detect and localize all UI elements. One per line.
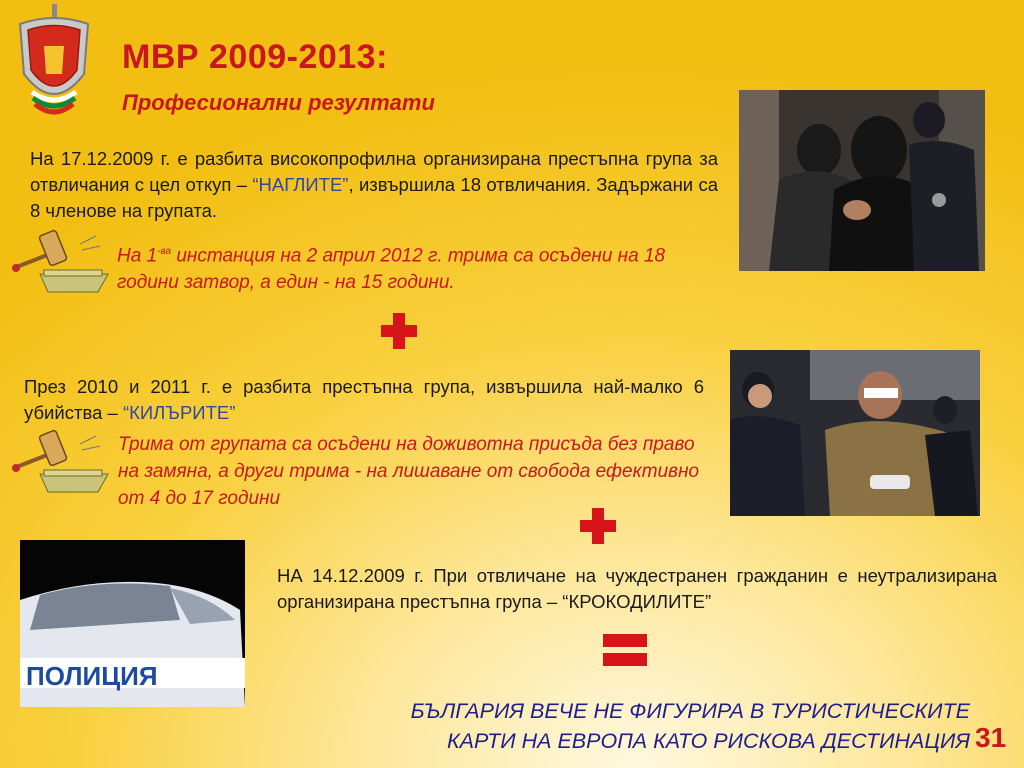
conclusion-line-1: БЪЛГАРИЯ ВЕЧЕ НЕ ФИГУРИРА В ТУРИСТИЧЕСКИТЕ <box>410 699 970 723</box>
case2-group-name: “КИЛЪРИТЕ” <box>122 402 236 423</box>
slide-subtitle: Професионални резултати <box>122 90 435 115</box>
case3-description: НА 14.12.2009 г. При отвличане на чуждестранен гражданин е неутрализирана организирана престъпна група – “КРОКОДИЛИТЕ” <box>277 565 997 612</box>
case1-verdict: На $1^{-ва}$ инстанция на 2 април 2012 г. трима са осъдени на 18 години затвор, а един - на 15 години. <box>117 245 666 294</box>
plus-icon <box>580 508 616 544</box>
police-car-photo <box>20 540 245 707</box>
case2-description: През 2010 и 2011 г. е разбита престъпна група, извършила най-малко 6 убийства – “КИЛЪРИТЕ” <box>24 376 704 423</box>
mvr-emblem-icon <box>14 4 94 126</box>
equals-icon <box>603 632 647 668</box>
arrest-photo-2 <box>730 350 980 516</box>
gavel-icon <box>10 228 110 296</box>
conclusion-line-2: КАРТИ НА ЕВРОПА КАТО РИСКОВА ДЕСТИНАЦИЯ <box>446 729 970 753</box>
case1-description: На 17.12.2009 г. е разбита високопрофилна организирана престъпна група за отвличания с цел откуп – “НАГЛИТЕ”, извършила 18 отвличания. Задържани са 8 членове на групата. <box>30 148 718 221</box>
arrest-photo-1 <box>739 90 985 271</box>
page-number: 31 <box>975 722 1007 753</box>
car-label: ПОЛИЦИЯ <box>26 661 158 691</box>
gavel-icon <box>10 428 110 496</box>
case1-group-name: “НАГЛИТЕ” <box>252 174 349 195</box>
slide-title: МВР 2009-2013: <box>122 38 388 76</box>
case2-verdict: Трима от групата са осъдени на доживотна присъда без право на замяна, а други трима - на лишаване от свобода ефективно от 4 до 17 години <box>118 434 700 509</box>
plus-icon <box>381 313 417 349</box>
conclusion-text <box>250 696 970 756</box>
